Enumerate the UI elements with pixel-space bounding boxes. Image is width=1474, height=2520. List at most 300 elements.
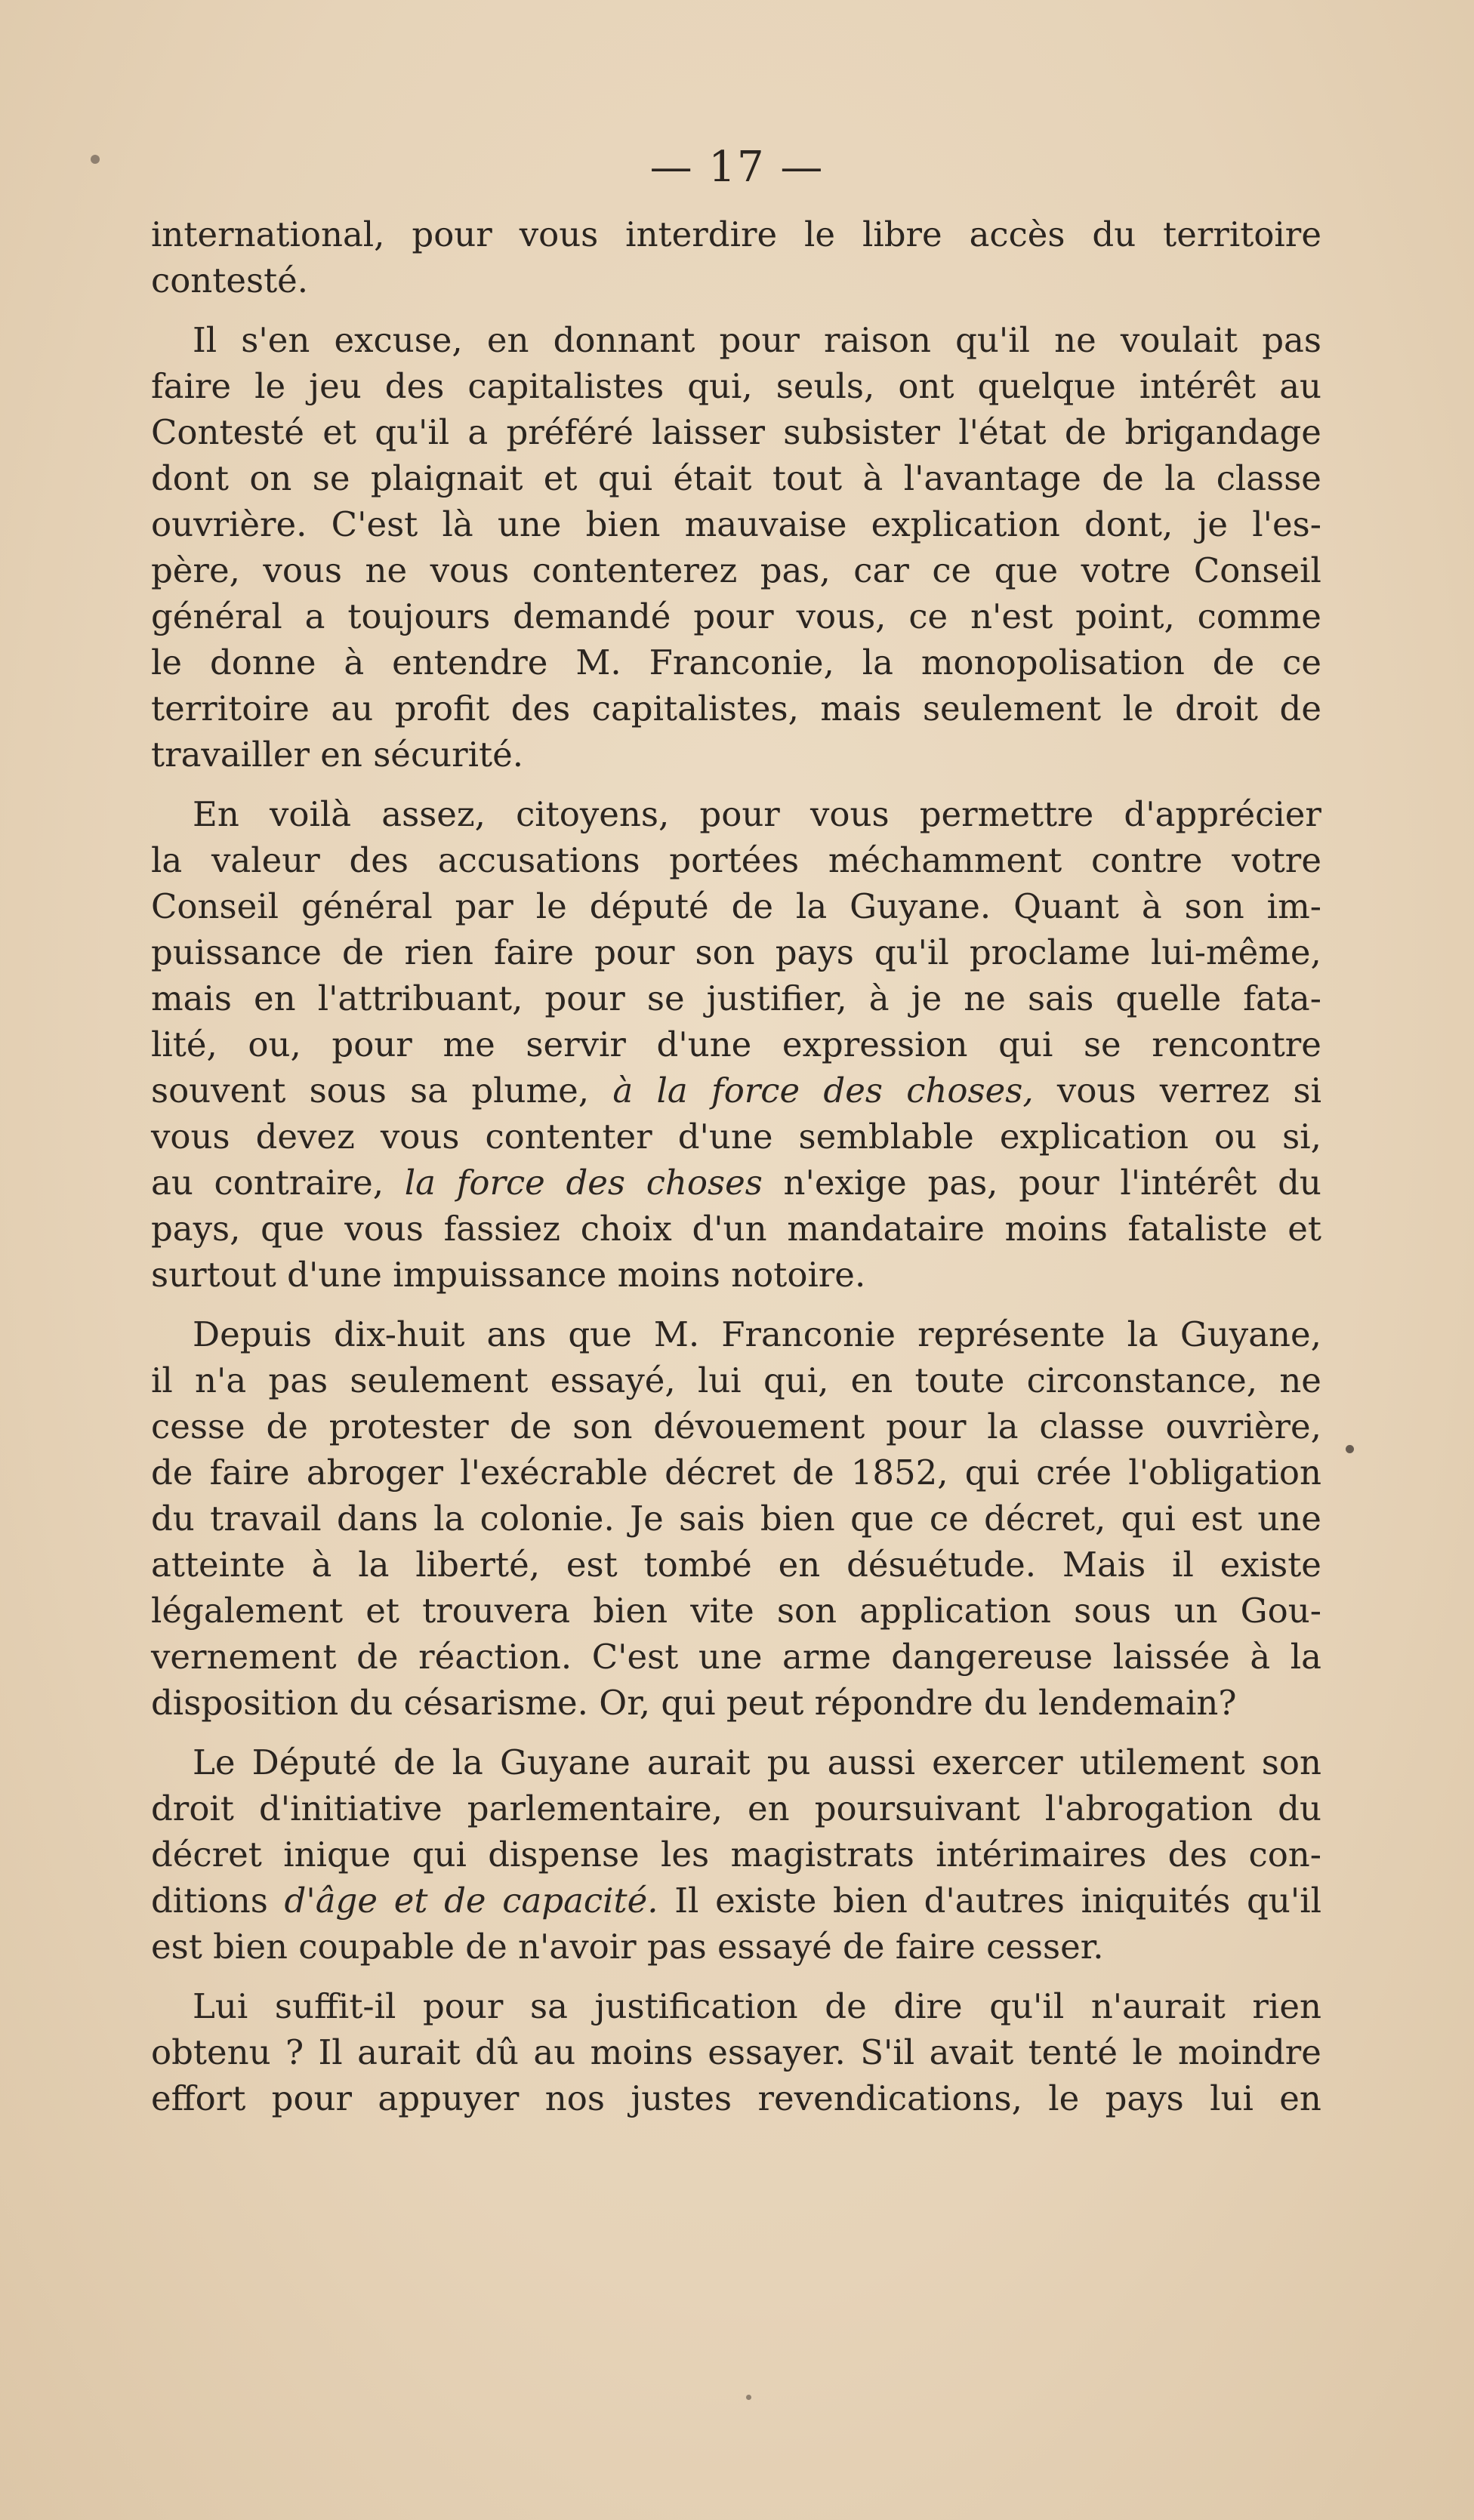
word: abroger [306, 1453, 443, 1493]
word: S'il [860, 2032, 915, 2072]
word: le [151, 642, 183, 682]
word: plume, [471, 1071, 590, 1111]
word: votre [1081, 550, 1171, 590]
word: dont, [1084, 504, 1173, 544]
word: fassiez [443, 1209, 560, 1249]
word: essayer. [708, 2032, 846, 2072]
word: moins [1004, 1209, 1108, 1249]
word: mais [151, 978, 232, 1018]
word: rien [1252, 1986, 1321, 2026]
word: Guyane. [850, 886, 991, 926]
word: de [1279, 689, 1321, 729]
word: du [983, 1683, 1039, 1723]
word: Franconie, [649, 642, 834, 682]
word: qui [412, 1835, 467, 1875]
word: de [510, 1406, 552, 1446]
word: pour [1019, 1163, 1099, 1203]
word: la [151, 840, 183, 880]
word: l'obligation [1128, 1453, 1321, 1493]
word: essayé [717, 1927, 843, 1967]
word: magistrats [730, 1835, 914, 1875]
text-line [151, 1252, 1321, 1298]
word: des [823, 1071, 883, 1111]
text-line [151, 1021, 1321, 1067]
word: point, [1075, 596, 1175, 636]
word: seuls, [776, 366, 875, 406]
word: se [312, 458, 350, 498]
word: choses [646, 1163, 763, 1203]
word: pas [1262, 320, 1321, 360]
word: vous [809, 794, 890, 834]
word: exercer [932, 1742, 1063, 1782]
word: semblable [798, 1117, 974, 1157]
word: souvent [151, 1071, 286, 1111]
word: vite [690, 1591, 754, 1631]
word: choses, [906, 1071, 1034, 1111]
word: était [673, 458, 752, 498]
word: essayé, [550, 1360, 676, 1400]
word: se [1083, 1024, 1121, 1064]
word: est [566, 1545, 618, 1585]
word: et [365, 1591, 399, 1631]
word: international, [151, 214, 385, 254]
text-line [151, 1357, 1321, 1403]
text-line [151, 501, 1321, 547]
word: subsister [783, 412, 940, 452]
word: qui [661, 1683, 726, 1723]
word: capitalistes [467, 366, 665, 406]
word: classe [1216, 458, 1321, 498]
page-number: — 17 — [649, 143, 825, 192]
word: contre [1090, 840, 1203, 880]
word: de [465, 1927, 519, 1967]
word: faire [494, 932, 575, 972]
word: l'abrogation [1044, 1788, 1254, 1828]
word: moindre [1177, 2032, 1321, 2072]
word: 1852, [850, 1453, 948, 1493]
word: valeur [211, 840, 320, 880]
word: pays [1105, 2078, 1184, 2118]
word: ou, [248, 1024, 301, 1064]
word: ans [486, 1314, 547, 1354]
word: vous [1056, 1071, 1136, 1111]
word: permettre [919, 794, 1094, 834]
word: à [862, 458, 883, 498]
word: vous, [796, 596, 887, 636]
word: aurait [646, 1742, 751, 1782]
word: con- [1248, 1835, 1321, 1875]
word: Quant [1013, 886, 1119, 926]
word: Depuis [193, 1314, 312, 1354]
word: qui [1121, 1499, 1176, 1539]
word: a [467, 412, 489, 452]
word: raison [824, 320, 931, 360]
word: de [266, 1406, 308, 1446]
word: dangereuse [891, 1637, 1093, 1677]
text-line [151, 1449, 1321, 1496]
word: demandé [513, 596, 671, 636]
word: du [1092, 214, 1136, 254]
word: Député [251, 1742, 377, 1782]
word: effort [151, 2078, 246, 2118]
word: de [843, 1927, 896, 1967]
body-text [151, 211, 1321, 2121]
word: qui, [763, 1360, 829, 1400]
word: l'état [958, 412, 1047, 452]
paragraph-gap [151, 303, 1321, 317]
text-line [151, 883, 1321, 929]
text-line [151, 1114, 1321, 1160]
word: ne [1279, 1360, 1321, 1400]
word: classe [1039, 1406, 1145, 1446]
word: la [1127, 1314, 1158, 1354]
word: ditions [151, 1881, 268, 1921]
word: je [1197, 504, 1229, 544]
text-line [151, 1206, 1321, 1252]
paragraph [151, 1739, 1321, 1970]
word: servir [526, 1024, 626, 1064]
word: pour [886, 1406, 967, 1446]
word: bien [833, 1881, 908, 1921]
word: d'une [677, 1117, 773, 1157]
word: le [1132, 2032, 1164, 2072]
word: d'initiative [258, 1788, 443, 1828]
word: pour [331, 1024, 412, 1064]
word: du [1278, 1788, 1321, 1828]
word: dévouement [653, 1406, 865, 1446]
word: faire [895, 1927, 987, 1967]
word: de [1102, 458, 1144, 498]
word: que [568, 1314, 632, 1354]
word: protester [328, 1406, 489, 1446]
word: tenté [1028, 2032, 1118, 2072]
word: de [792, 1453, 834, 1493]
text-line [151, 317, 1321, 363]
word: toute [914, 1360, 1005, 1400]
word: du [1278, 1163, 1321, 1203]
word: est [151, 1927, 214, 1967]
text-line [151, 455, 1321, 501]
word: sa [410, 1071, 449, 1111]
word: Or, [599, 1683, 661, 1723]
text-line [151, 1878, 1321, 1924]
word: son [572, 1406, 633, 1446]
word: mandataire [787, 1209, 985, 1249]
word: à [311, 1545, 332, 1585]
word: sais [679, 1499, 745, 1539]
word: poursuivant [814, 1788, 1020, 1828]
word: sous [309, 1071, 387, 1111]
word: ouvrière, [1165, 1406, 1321, 1446]
word: son [1261, 1742, 1321, 1782]
word: intérimaires [936, 1835, 1147, 1875]
word: la [1164, 458, 1196, 498]
word: général [151, 596, 282, 636]
word: citoyens, [516, 794, 670, 834]
word: lendemain? [1038, 1683, 1237, 1723]
word: C'est [591, 1637, 679, 1677]
word: le [254, 366, 286, 406]
word: en [850, 1360, 893, 1400]
word: là [442, 504, 473, 544]
word: Mais [1062, 1545, 1146, 1585]
word: une [1257, 1499, 1321, 1539]
word: sais [1027, 978, 1094, 1018]
word: la [1290, 1637, 1321, 1677]
word: pays [775, 932, 854, 972]
word: crée [1036, 1453, 1112, 1493]
word: revendications, [757, 2078, 1022, 2118]
word: vous [344, 1209, 424, 1249]
word: assez, [381, 794, 486, 834]
word: en [1279, 2078, 1321, 2118]
word: tombé [643, 1545, 752, 1585]
word: accès [969, 214, 1065, 254]
word: le [1048, 2078, 1080, 2118]
word: seulement [922, 689, 1102, 729]
word: et [1287, 1209, 1321, 1249]
word: surtout [151, 1255, 288, 1295]
word: vous [430, 550, 510, 590]
word: méchamment [828, 840, 1062, 880]
word: intérêt [1139, 366, 1257, 406]
text-line [151, 1785, 1321, 1831]
word: contenterez [532, 550, 738, 590]
word: à [868, 978, 890, 1018]
word: vous [263, 550, 342, 590]
text-line [151, 732, 1321, 778]
word: qui [597, 458, 653, 498]
word: dont [151, 458, 229, 498]
word: en [778, 1545, 821, 1585]
text-line [151, 593, 1321, 639]
word: en [254, 978, 296, 1018]
word: l'intérêt [1120, 1163, 1257, 1203]
word: pour [594, 932, 675, 972]
word: sa [530, 1986, 568, 2026]
word: voilà [269, 794, 352, 834]
word: des [349, 840, 409, 880]
word: n'exige [783, 1163, 907, 1203]
word: ne [365, 550, 408, 590]
word: bien [593, 1591, 668, 1631]
word: d'une [656, 1024, 752, 1064]
paragraph-gap [151, 1726, 1321, 1739]
word: fataliste [1127, 1209, 1268, 1249]
word: des [384, 366, 445, 406]
word: choix [580, 1209, 672, 1249]
word: dans [336, 1499, 418, 1539]
word: l'attribuant, [317, 978, 523, 1018]
text-line [151, 2075, 1321, 2121]
word: par [455, 886, 513, 926]
word: d'un [692, 1209, 767, 1249]
word: en [486, 320, 529, 360]
word: de [151, 1453, 193, 1493]
word: disposition [151, 1683, 350, 1723]
word: une [497, 504, 562, 544]
word: M. [653, 1314, 700, 1354]
word: explication [871, 504, 1060, 544]
word: Conseil [151, 886, 279, 926]
text-line [151, 409, 1321, 455]
word: qui, [687, 366, 753, 406]
paragraph [151, 317, 1321, 778]
word: Contesté [151, 412, 305, 452]
word: pour [719, 320, 800, 360]
word: im- [1266, 886, 1321, 926]
word: la [433, 1499, 465, 1539]
word: cesser. [986, 1927, 1104, 1967]
word: pays, [151, 1209, 241, 1249]
word: d'âge [284, 1881, 378, 1921]
word: bien [760, 1499, 835, 1539]
word: droit [151, 1788, 234, 1828]
word: ouvrière. [151, 504, 307, 544]
text-line [151, 2029, 1321, 2075]
word: aurait [357, 2032, 461, 2072]
word: dix-huit [334, 1314, 465, 1354]
word: excuse, [334, 320, 463, 360]
word: votre [1232, 840, 1321, 880]
text-line [151, 1160, 1321, 1206]
word: force [456, 1163, 545, 1203]
word: contesté. [151, 260, 309, 300]
word: Il [318, 2032, 343, 2072]
word: des [1167, 1835, 1228, 1875]
word: qu'il [1247, 1881, 1321, 1921]
word: légalement [151, 1591, 344, 1631]
word: lui-même, [1150, 932, 1321, 972]
text-line [151, 1311, 1321, 1357]
word: justifier, [706, 978, 847, 1018]
word: ce [1282, 642, 1321, 682]
word: suffit-il [274, 1986, 396, 2026]
word: au [533, 2032, 576, 2072]
word: ou [1214, 1117, 1257, 1157]
word: s'en [241, 320, 310, 360]
word: et [322, 412, 356, 452]
word: me [443, 1024, 495, 1064]
word: monopolisation [920, 642, 1185, 682]
word: existe [715, 1881, 817, 1921]
word: moins [590, 2032, 693, 2072]
word: ce [908, 596, 948, 636]
word: se [646, 978, 685, 1018]
word: pas [268, 1360, 328, 1400]
word: pas [646, 1927, 717, 1967]
word: et [393, 1881, 428, 1921]
word: faire [151, 366, 232, 406]
word: bien [585, 504, 661, 544]
word: ne [964, 978, 1006, 1018]
word: à [1250, 1637, 1271, 1677]
word: son [1184, 886, 1244, 926]
text-line [151, 1067, 1321, 1114]
word: de [731, 886, 773, 926]
word: existe [1220, 1545, 1321, 1585]
text-line [151, 791, 1321, 837]
word: portées [669, 840, 800, 880]
word: bien [213, 1927, 299, 1967]
text-line [151, 1983, 1321, 2029]
word: a [304, 596, 325, 636]
word: pas, [760, 550, 831, 590]
text-line [151, 363, 1321, 409]
word: ? [285, 2032, 304, 2072]
word: son [695, 932, 755, 972]
word: tout [772, 458, 843, 498]
text-line [151, 1542, 1321, 1588]
text-line [151, 1831, 1321, 1878]
word: de [1064, 412, 1107, 452]
word: au [151, 1163, 193, 1203]
word: nos [544, 2078, 605, 2118]
text-line [151, 1634, 1321, 1680]
word: ne [1054, 320, 1096, 360]
word: sous [1074, 1591, 1152, 1631]
word: C'est [331, 504, 418, 544]
word: à [344, 642, 365, 682]
word: la [358, 1545, 390, 1585]
word: si, [1282, 1117, 1321, 1157]
word: l'es- [1252, 504, 1321, 544]
word: pu [766, 1742, 811, 1782]
word: de [1212, 642, 1255, 682]
word: il [151, 1360, 173, 1400]
word: application [859, 1591, 1052, 1631]
word: vous [151, 1117, 230, 1157]
text-line [151, 1496, 1321, 1542]
word: vernement [151, 1637, 337, 1677]
word: jeu [309, 366, 362, 406]
word: justification [594, 1986, 798, 2026]
word: justes [631, 2078, 732, 2118]
paragraph [151, 211, 1321, 303]
word: rien [404, 932, 474, 972]
word: ont [898, 366, 954, 406]
word: d'autres [924, 1881, 1065, 1921]
word: pour [693, 596, 774, 636]
text-line [151, 1924, 1321, 1970]
word: liberté, [415, 1545, 541, 1585]
word: parlementaire, [467, 1788, 723, 1828]
word: représente [917, 1314, 1106, 1354]
word: Je [630, 1499, 664, 1539]
word: député [589, 886, 709, 926]
word: travailler [151, 735, 321, 775]
word: le [1122, 689, 1154, 729]
word: de [342, 932, 384, 972]
word: cesse [151, 1406, 245, 1446]
word: la [795, 886, 828, 926]
word: appuyer [378, 2078, 520, 2118]
word: je [911, 978, 942, 1018]
word: au [331, 689, 374, 729]
word: aussi [827, 1742, 916, 1782]
word: pour [699, 794, 780, 834]
word: en [748, 1788, 790, 1828]
paragraph [151, 791, 1321, 1298]
word: que [994, 550, 1059, 590]
word: accusations [437, 840, 640, 880]
paper-speck [746, 2395, 751, 2400]
text-line [151, 685, 1321, 732]
word: au [1279, 366, 1321, 406]
word: n'est [970, 596, 1053, 636]
word: vous [380, 1117, 460, 1157]
word: sécurité. [373, 735, 524, 775]
